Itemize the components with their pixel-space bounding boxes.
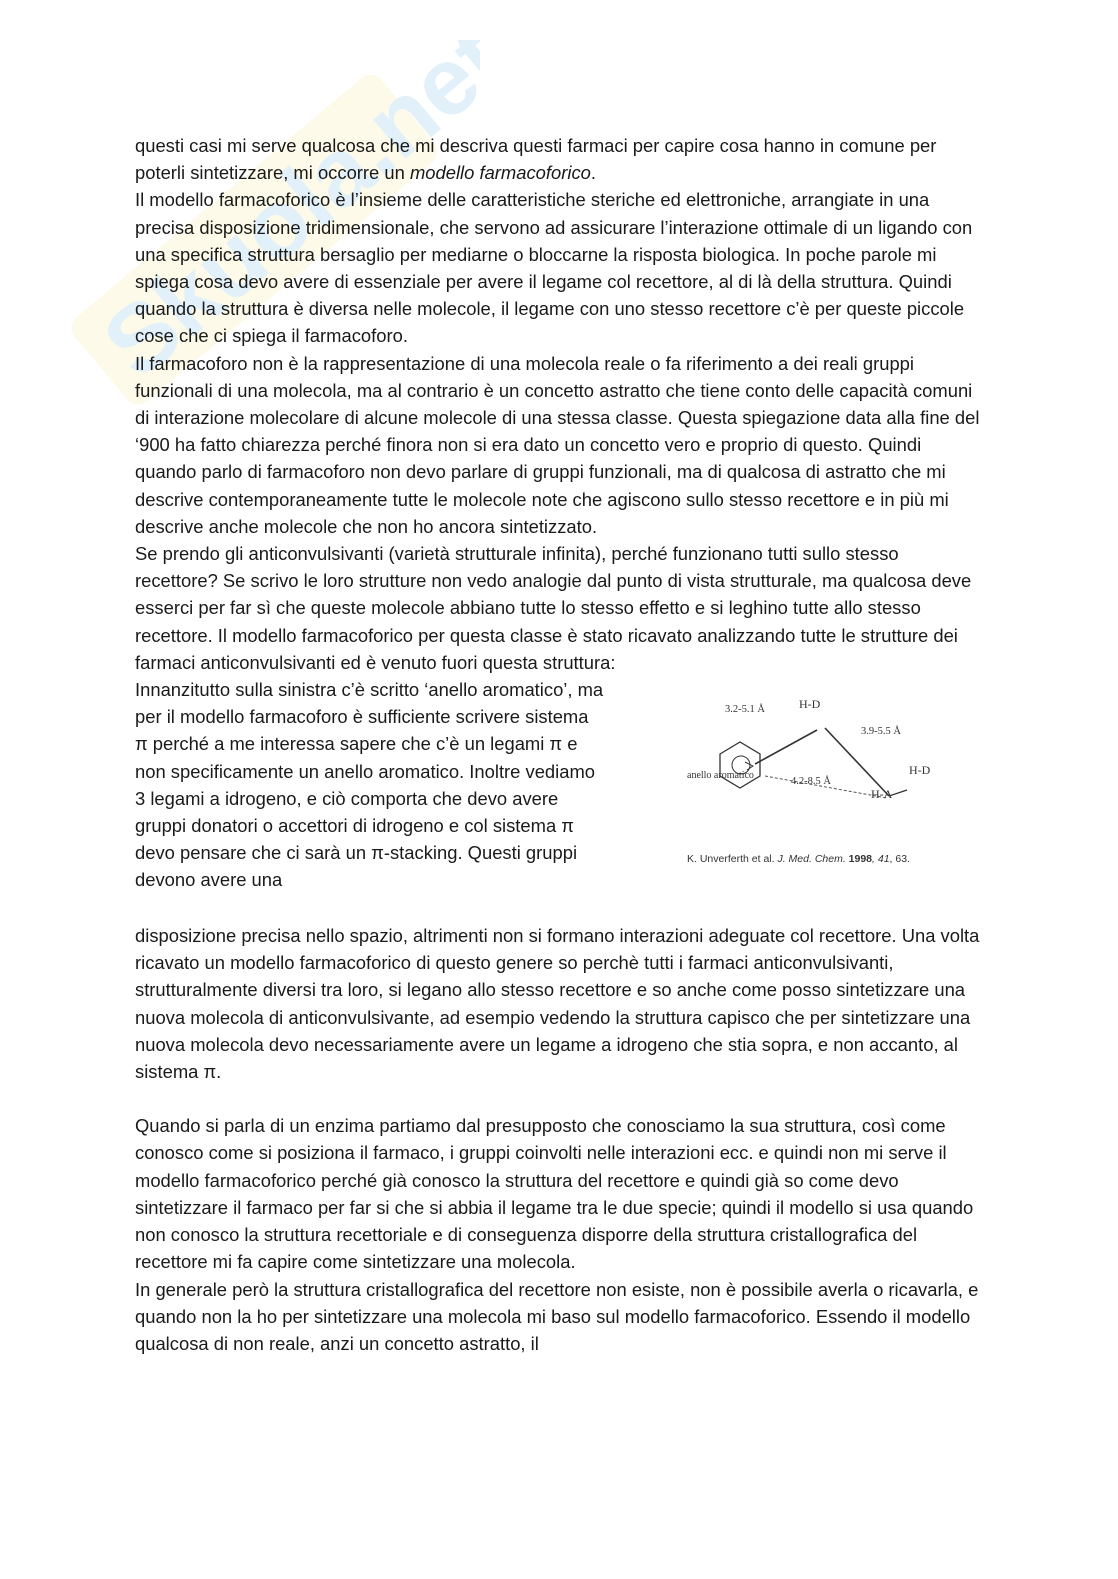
paragraph-4: Se prendo gli anticonvulsivanti (varietà strutturale infinita), perché funzionano tutti sullo stesso recettore? Se scrivo le loro strutture non vedo analogie dal punto di vista strutturale, ma qualcosa deve esserci per far sì che queste molecole abbiano tutte lo stesso effetto e si leghino tutte allo stesso recettore. Il modello farmacoforico per questa classe è stato ricavato analizzando tutte le strutture dei farmaci anticonvulsivanti ed è venuto fuori questa struttura:	[135, 543, 972, 673]
paragraph-5-wrapped: Innanzitutto sulla sinistra c’è scritto ‘anello aromatico’, ma per il modello farmacoforo è sufficiente scrivere sistema π perché a me interessa sapere che c’è un legami π e non specificamente un anello aromatico. Inoltre vediamo 3 legami a idrogeno, e ciò comporta che devo avere gruppi donatori o accettori di idrogeno e col sistema π devo pensare che ci sarà un π-stacking. Questi gruppi devono avere una	[135, 679, 604, 891]
distance-label-hd-hd: 3.9-5.5 Å	[861, 726, 901, 738]
pharmacophore-figure	[675, 697, 975, 866]
paragraph-6: Quando si parla di un enzima partiamo dal presupposto che conosciamo la sua struttura, così come conosco come si posiziona il farmaco, i gruppi coinvolti nelle interazioni ecc. e quindi non mi serve il modello farmacoforico perché già conosco la struttura del recettore e quindi già so come devo sintetizzare il farmaco per far si che si abbia il legame tra le due specie; quindi il modello si usa quando non conosco la struttura recettoriale e di conseguenza disporre della struttura cristallografica del recettore mi fa capire come sintetizzare una molecola.	[135, 1115, 974, 1273]
figure-caption: K. Unverferth et al. J. Med. Chem. 1998, 41, 63.	[687, 853, 910, 866]
hd-label-top: H-D	[799, 697, 821, 712]
distance-label-ring-ha: 4.2-8.5 Å	[791, 776, 831, 788]
paragraph-7: In generale però la struttura cristallografica del recettore non esiste, non è possibile averla o ricavarla, e quando non la ho per sintetizzare una molecola mi baso sul modello farmacoforico. Essendo il modello qualcosa di non reale, anzi un concetto astratto, il	[135, 1278, 979, 1354]
document-body	[135, 132, 985, 1357]
figure-section	[135, 676, 985, 922]
paragraph-1: questi casi mi serve qualcosa che mi descriva questi farmaci per capire cosa hanno in comune per poterli sintetizzare, mi occorre un modello farmacoforico.	[135, 135, 937, 184]
distance-label-ring-hd: 3.2-5.1 Å	[725, 704, 765, 716]
ha-label: H-A	[871, 787, 893, 802]
ring-label: anello aromatico	[687, 770, 754, 782]
paragraph-2: Il modello farmacoforico è l’insieme delle caratteristiche steriche ed elettroniche, arrangiate in una precisa disposizione tridimensionale, che servono ad assicurare l’interazione ottimale di un ligando con una specifica struttura bersaglio per mediarne o bloccarne la risposta biologica. In poche parole mi spiega cosa devo avere di essenziale per avere il legame col recettore, al di là della struttura. Quindi quando la struttura è diversa nelle molecole, il legame con uno stesso recettore c’è per queste piccole cose che ci spiega il farmacoforo.	[135, 189, 973, 347]
paragraph-spacer	[135, 1085, 985, 1112]
emphasis-modello-farmacoforico: modello farmacoforico	[409, 162, 591, 184]
hd-label-right: H-D	[909, 763, 931, 778]
paragraph-5-continued: disposizione precisa nello spazio, altrimenti non si formano interazioni adeguate col recettore. Una volta ricavato un modello farmacoforico di questo genere so perchè tutti i farmaci anticonvulsivanti, strutturalmente diversi tra loro, si legano allo stesso recettore e so anche come posso sintetizzare una nuova molecola di anticonvulsivante, ad esempio vedendo la struttura capisco che per sintetizzare una nuova molecola devo necessariamente avere un legame a idrogeno che stia sopra, e non accanto, al sistema π.	[135, 925, 980, 1083]
paragraph-3: Il farmacoforo non è la rappresentazione di una molecola reale o fa riferimento a dei reali gruppi funzionali di una molecola, ma al contrario è un concetto astratto che tiene conto delle capacità comuni di interazione molecolare di alcune molecole di una stessa classe. Questa spiegazione data alla fine del ‘900 ha fatto chiarezza perché finora non si era dato un concetto vero e proprio di questo. Quindi quando parlo di farmacoforo non devo parlare di gruppi funzionali, ma di qualcosa di astratto che mi descrive contemporaneamente tutte le molecole note che agiscono sullo stesso recettore e in più mi descrive anche molecole che non ho ancora sintetizzato.	[135, 352, 980, 537]
watermark-text: Skuola.net	[83, 40, 480, 399]
